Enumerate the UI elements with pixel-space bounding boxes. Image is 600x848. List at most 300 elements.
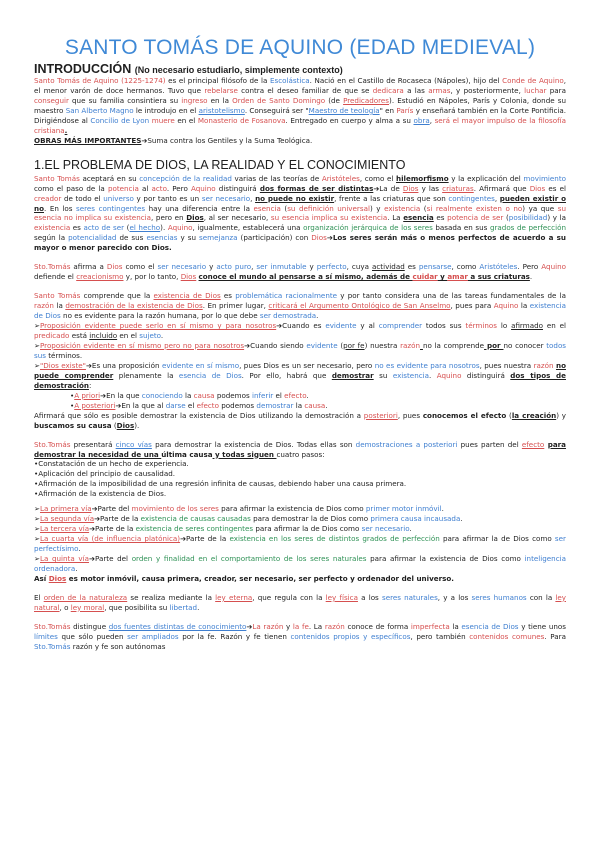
text-run: autónomas bbox=[125, 641, 166, 651]
text-run: demostrar bbox=[256, 400, 294, 410]
text-run: Sto.Tomás bbox=[34, 262, 71, 272]
text-run: según la bbox=[34, 233, 69, 243]
text-run: y al bbox=[356, 321, 379, 331]
text-run: existencia de seres contingentes bbox=[135, 524, 254, 534]
text-run: Sto.Tomás bbox=[34, 621, 71, 631]
text-run: . Pero bbox=[517, 262, 542, 272]
text-run: ➢ bbox=[34, 360, 40, 370]
text-run: dedicara bbox=[372, 85, 404, 95]
text-run: . bbox=[64, 125, 68, 135]
paragraph-dios-acto-puro bbox=[34, 262, 566, 282]
text-run: por bbox=[484, 340, 504, 350]
text-run: presentará bbox=[70, 439, 116, 449]
paragraph-demostracion bbox=[34, 291, 566, 321]
intro-heading-text: INTRODUCCIÓN bbox=[34, 62, 132, 76]
text-run: Orden de Santo Domingo bbox=[232, 95, 326, 105]
text-run: afirmado bbox=[511, 321, 543, 331]
text-run: semejanza bbox=[199, 233, 238, 243]
text-run: ➔ bbox=[326, 233, 333, 243]
sub-bullet-a-priori bbox=[34, 391, 566, 401]
text-run: . bbox=[75, 563, 78, 573]
text-run: distinguirá bbox=[461, 370, 511, 380]
bullet-dios-existe bbox=[34, 361, 566, 391]
text-run: existencia bbox=[392, 370, 430, 380]
text-run: imperfecta bbox=[410, 621, 450, 631]
text-run: Los seres serán más o menos perfectos de acuerdo a su mayor o menor parecido con Dios. bbox=[34, 233, 566, 253]
text-run: , pues bbox=[397, 410, 423, 420]
text-run: Dios bbox=[529, 183, 546, 193]
bullet-proposicion-1 bbox=[34, 321, 566, 341]
text-run: razón bbox=[324, 621, 345, 631]
text-run: amar bbox=[447, 272, 468, 282]
text-run: ley natural bbox=[34, 592, 566, 612]
text-run: concepción de la realidad bbox=[139, 173, 232, 183]
text-run: La quinta vía bbox=[39, 554, 89, 564]
text-run: ). bbox=[160, 223, 168, 233]
text-run: ) nuestra bbox=[364, 340, 401, 350]
spacer bbox=[34, 253, 566, 262]
text-run: todos sus bbox=[422, 321, 466, 331]
text-run: "Dios existe" bbox=[39, 360, 86, 370]
text-run: hilemorfismo bbox=[396, 173, 449, 183]
text-run: la bbox=[53, 301, 66, 311]
text-run: Conde de Aquino bbox=[502, 76, 564, 85]
text-run: , que posibilita su bbox=[104, 602, 170, 612]
paragraph-realidad bbox=[34, 174, 566, 254]
sub-bullet-a-posteriori bbox=[34, 401, 566, 411]
text-run: ➢ bbox=[34, 321, 40, 331]
spacer bbox=[34, 613, 566, 622]
text-run: orden y finalidad en el comportamiento de los seres naturales bbox=[131, 554, 367, 564]
text-run: ley eterna bbox=[215, 592, 253, 602]
text-run: será el mayor impulso de la filosofía cristiana bbox=[34, 115, 567, 135]
text-run: , bbox=[429, 115, 435, 125]
text-run: para afirmar la de Dios como bbox=[253, 524, 362, 534]
section-heading: 1.EL PROBLEMA DE DIOS, LA REALIDAD Y EL CONOCIMIENTO bbox=[34, 157, 406, 172]
text-run: ➢ bbox=[34, 504, 40, 514]
text-run: y su bbox=[177, 233, 200, 243]
text-run: sujeto bbox=[139, 331, 161, 341]
text-run: , y a los bbox=[437, 592, 472, 602]
text-run: dos formas de ser distintas bbox=[259, 183, 374, 193]
text-run: a las bbox=[403, 85, 429, 95]
text-run: demostraciones a posteriori bbox=[355, 439, 458, 449]
text-run: el bbox=[273, 390, 285, 400]
text-run: causa bbox=[304, 400, 326, 410]
text-run: , pues nuestra bbox=[479, 360, 534, 370]
spacer bbox=[34, 282, 566, 291]
text-run: actividad bbox=[372, 262, 405, 272]
text-run: , y posteriormente, bbox=[450, 85, 525, 95]
text-run: Santo Tomás de Aquino (1225-1274) bbox=[34, 76, 166, 85]
text-run: incluido bbox=[89, 331, 118, 341]
text-run: aceptará en su bbox=[79, 173, 140, 183]
text-run: la creación bbox=[511, 410, 557, 420]
text-run: inteligencia ordenadora bbox=[34, 554, 566, 573]
text-run: posibilidad bbox=[508, 213, 548, 223]
text-run: ➔En la que bbox=[100, 390, 142, 400]
text-run: San Alberto Magno bbox=[65, 105, 134, 115]
text-run: , como bbox=[451, 262, 480, 272]
text-run: Aristóteles bbox=[479, 262, 518, 272]
text-run: términos bbox=[48, 350, 80, 360]
text-run: buscamos su causa bbox=[34, 420, 112, 430]
text-run: ( bbox=[124, 223, 130, 233]
text-run: por fe bbox=[343, 340, 365, 350]
text-run: luchar bbox=[524, 85, 547, 95]
text-run: . Nació en el Castillo de Rocaseca (Nápoles), hijo del bbox=[309, 76, 503, 85]
text-run: ➔Cuando es bbox=[276, 321, 326, 331]
text-run: , bbox=[494, 193, 500, 203]
text-run: El bbox=[34, 592, 44, 602]
text-run: perfecto bbox=[316, 262, 347, 272]
text-run: existencia de Dios bbox=[34, 301, 566, 321]
text-run: le introdujo en el bbox=[133, 105, 199, 115]
text-run: no puede no existir bbox=[255, 193, 335, 203]
text-run: que su familia consintiera su bbox=[68, 95, 182, 105]
text-run: ley moral bbox=[70, 602, 105, 612]
text-run: ➔Cuando siendo bbox=[244, 340, 307, 350]
text-run: evidente bbox=[325, 321, 357, 331]
text-run: Dios bbox=[180, 272, 197, 282]
text-run: como el bbox=[122, 262, 158, 272]
text-run: ( bbox=[420, 203, 427, 213]
text-run: de sus bbox=[116, 233, 147, 243]
text-run: y bbox=[437, 272, 448, 282]
text-run: es bbox=[404, 262, 419, 272]
text-run: existencia bbox=[34, 223, 71, 233]
text-run: seres humanos bbox=[471, 592, 527, 602]
text-run: (participación) con bbox=[237, 233, 312, 243]
text-run: se realiza mediante la bbox=[127, 592, 216, 602]
text-run: por la fe. Razón y fe tienen bbox=[178, 631, 291, 641]
text-run: La primera vía bbox=[39, 504, 92, 514]
text-run: , al ser necesario, bbox=[203, 213, 271, 223]
text-run: movimiento bbox=[523, 173, 566, 183]
page-title: SANTO TOMÁS DE AQUINO (EDAD MEDIEVAL) bbox=[64, 36, 536, 59]
text-run: predicado bbox=[34, 331, 70, 341]
text-run: su definición universal bbox=[287, 203, 370, 213]
text-run: Sto.Tomás bbox=[34, 439, 71, 449]
text-run: . En primer lugar, bbox=[202, 301, 269, 311]
text-run: la fe bbox=[292, 621, 309, 631]
text-run: (de bbox=[325, 95, 344, 105]
text-run: es motor inmóvil, causa primera, creador, ser necesario, ser perfecto y ordenador del universo. bbox=[66, 573, 454, 583]
text-run: ➔En la que al bbox=[115, 400, 166, 410]
text-run: para afirmar la de Dios como bbox=[439, 534, 555, 544]
text-run: ➔Parte del bbox=[91, 504, 132, 514]
text-run: existencia de Dios bbox=[153, 291, 221, 301]
text-run: Aquino bbox=[436, 370, 462, 380]
text-run: Dios bbox=[186, 213, 204, 223]
text-run: inferir bbox=[251, 390, 274, 400]
text-run: . bbox=[306, 390, 309, 400]
text-run: existencia de causas causadas bbox=[140, 514, 251, 524]
text-run: y la explicación del bbox=[448, 173, 524, 183]
text-run: y, por lo tanto, bbox=[123, 272, 181, 282]
text-run: razón bbox=[400, 340, 421, 350]
text-run: esencias bbox=[146, 233, 178, 243]
text-run: aristotelismo bbox=[198, 105, 245, 115]
text-run: distingue bbox=[70, 621, 109, 631]
text-run: para demostrar la necesidad de una bbox=[34, 439, 566, 459]
text-run: como el paso de la bbox=[34, 183, 108, 193]
text-run: para demostrar la existencia de Dios. Todas ellas son bbox=[151, 439, 356, 449]
text-run: . bbox=[316, 311, 319, 321]
text-run: Así bbox=[34, 573, 49, 583]
text-run: es bbox=[433, 213, 448, 223]
text-run: es el bbox=[545, 183, 567, 193]
text-run: y bbox=[283, 621, 293, 631]
text-run: , bbox=[251, 262, 257, 272]
text-run: cuidar bbox=[412, 272, 438, 282]
paragraph-cinco-vias bbox=[34, 440, 566, 460]
text-run: " en bbox=[379, 105, 397, 115]
bullet-proposicion-2 bbox=[34, 341, 566, 361]
text-run: comprende que la bbox=[80, 291, 154, 301]
text-run: , pues Dios es un ser necesario, pero bbox=[239, 360, 375, 370]
text-run: orden de la naturaleza bbox=[43, 592, 128, 602]
text-run: acto bbox=[151, 183, 167, 193]
text-run: demostrar bbox=[331, 370, 374, 380]
text-run: La segunda vía bbox=[39, 514, 95, 524]
text-run: Aquino bbox=[190, 183, 216, 193]
text-run: . bbox=[529, 272, 533, 282]
text-run: la bbox=[518, 301, 530, 311]
text-run: . Conseguirá ser " bbox=[244, 105, 309, 115]
text-run: Aquino bbox=[541, 262, 566, 272]
text-run: A priori bbox=[74, 390, 101, 400]
text-run: . La bbox=[308, 621, 325, 631]
text-run: contra el deseo familiar de que se bbox=[237, 85, 373, 95]
text-run: . bbox=[78, 544, 81, 554]
text-run: , que regula con la bbox=[252, 592, 326, 602]
text-run: razón bbox=[34, 301, 54, 311]
text-run: potencia bbox=[107, 183, 139, 193]
text-run: distinguirá bbox=[215, 183, 260, 193]
text-run: razón y fe son bbox=[70, 641, 126, 651]
text-run: conoce de forma bbox=[344, 621, 411, 631]
text-run: plenamente la bbox=[113, 370, 179, 380]
text-run: . Para bbox=[544, 631, 566, 641]
text-run: límites bbox=[34, 631, 58, 641]
text-run: existencia en los seres de distintos grados de perfección bbox=[229, 534, 440, 544]
text-run: Dios bbox=[402, 183, 419, 193]
text-run: , igualmente, establecerá una bbox=[192, 223, 304, 233]
text-run: pueden existir o no bbox=[34, 193, 566, 213]
text-run: es el principal filósofo de la bbox=[165, 76, 270, 85]
text-run: última causa bbox=[161, 449, 213, 459]
text-run: pues parten del bbox=[457, 439, 522, 449]
text-run: su esencia implica su existencia bbox=[270, 213, 388, 223]
text-run: organización jerárquica de los seres bbox=[303, 223, 433, 233]
step-4: •Afirmación de la existencia de Dios. bbox=[34, 489, 167, 499]
text-run: ser ampliados bbox=[127, 631, 179, 641]
text-run: ➔Suma contra los Gentiles y la Suma Teológica. bbox=[141, 135, 313, 145]
text-run: Monasterio de Fosanova bbox=[197, 115, 286, 125]
text-run: ➔Parte de la bbox=[94, 514, 141, 524]
text-run: primer motor inmóvil bbox=[365, 504, 442, 514]
via-5 bbox=[34, 554, 566, 574]
intro-paragraph bbox=[34, 76, 566, 136]
via-3 bbox=[34, 524, 566, 534]
text-run: y por tanto considera una de las tareas fundamentales de la bbox=[337, 291, 567, 301]
text-run: afirma a bbox=[70, 262, 107, 272]
text-run: criticará el Argumento Ontológico de San Anselmo bbox=[268, 301, 451, 311]
text-run: conseguir bbox=[34, 95, 69, 105]
text-run: Dios bbox=[106, 262, 123, 272]
text-run: ➢ bbox=[34, 514, 40, 524]
text-run: dos fuentes distintas de conocimiento bbox=[108, 621, 247, 631]
text-run: potencia de ser bbox=[447, 213, 504, 223]
step-3: •Afirmación de la imposibilidad de una regresión infinita de causas, debiendo haber una causa primera. bbox=[34, 479, 407, 489]
text-run: : bbox=[322, 449, 325, 459]
text-run: ( bbox=[503, 213, 509, 223]
text-run: es bbox=[70, 223, 84, 233]
text-run: . bbox=[79, 350, 83, 360]
via-4 bbox=[34, 534, 566, 554]
text-run: ser demostrada bbox=[259, 311, 317, 321]
text-run: Proposición evidente en sí mismo pero no para nosotros bbox=[39, 340, 245, 350]
text-run: existencia bbox=[384, 203, 421, 213]
text-run: Santo Tomás bbox=[34, 291, 81, 301]
text-run: Aristóteles bbox=[321, 173, 360, 183]
text-run: acto puro bbox=[216, 262, 252, 272]
text-run: la bbox=[182, 390, 194, 400]
text-run: Aquino bbox=[493, 301, 519, 311]
text-run: está bbox=[69, 331, 90, 341]
step-1: •Constatación de un hecho de experiencia. bbox=[34, 459, 189, 469]
text-run: con la bbox=[526, 592, 556, 602]
text-run: para afirmar la existencia de Dios como bbox=[218, 504, 366, 514]
text-run: esencia de Dios bbox=[178, 370, 242, 380]
text-run: demostración de la existencia de Dios bbox=[65, 301, 203, 311]
conclusion bbox=[34, 574, 566, 584]
text-run: obra bbox=[413, 115, 430, 125]
text-run: rebelarse bbox=[204, 85, 238, 95]
text-run: ➔Parte de la bbox=[89, 524, 136, 534]
text-run: . bbox=[160, 331, 164, 341]
text-run: en el bbox=[174, 115, 198, 125]
text-run: criaturas bbox=[442, 183, 474, 193]
text-run: Santo Tomás bbox=[34, 173, 80, 183]
text-run: para afirmar la existencia de Dios como bbox=[366, 554, 525, 564]
text-run: podemos bbox=[214, 390, 252, 400]
text-run: movimiento de los seres bbox=[131, 504, 219, 514]
text-run: comprender bbox=[378, 321, 423, 331]
text-run: y bbox=[206, 262, 217, 272]
intro-works bbox=[34, 136, 566, 146]
text-run: todos sus bbox=[34, 340, 567, 360]
text-run: a sus criaturas bbox=[467, 272, 530, 282]
text-run: el bbox=[185, 400, 197, 410]
paragraph-razon-fe bbox=[34, 622, 566, 652]
text-run: armas bbox=[428, 85, 451, 95]
text-run: contenidos comunes bbox=[469, 631, 545, 641]
text-run: • bbox=[70, 390, 75, 400]
step-2: •Aplicación del principio de causalidad. bbox=[34, 469, 175, 479]
text-run: ) y bbox=[556, 410, 566, 420]
text-run: si realmente existen o no bbox=[426, 203, 523, 213]
text-run: y enseñará también en la Corte Pontificia. Dirigiéndose al bbox=[34, 105, 567, 125]
text-run: Dios bbox=[311, 233, 327, 243]
text-run: ➔Parte de la bbox=[180, 534, 230, 544]
text-run: no puede comprender bbox=[34, 360, 566, 380]
text-run: • bbox=[70, 400, 75, 410]
intro-heading bbox=[34, 62, 566, 76]
text-run: contenidos propios y específicos bbox=[290, 631, 411, 641]
text-run: Predicadores bbox=[343, 95, 390, 105]
text-run: muere bbox=[151, 115, 175, 125]
text-run: creador bbox=[34, 193, 62, 203]
text-run: pensarse bbox=[418, 262, 452, 272]
text-run: , bbox=[250, 193, 256, 203]
text-run: ➔La de bbox=[373, 183, 403, 193]
text-run: La cuarta vía (de influencia platónica) bbox=[39, 534, 181, 544]
text-run: . Pero bbox=[166, 183, 191, 193]
text-run: . Entregado en cuerpo y alma a su bbox=[285, 115, 414, 125]
text-run: potencialidad bbox=[68, 233, 117, 243]
text-run: ingreso bbox=[181, 95, 208, 105]
text-run: no es evidente para la razón humana, por lo que debe bbox=[60, 311, 260, 321]
text-run: y tiene unos bbox=[518, 621, 566, 631]
text-run: dos tipos de demostración bbox=[34, 370, 566, 390]
text-run: ➢ bbox=[34, 524, 40, 534]
text-run: libertad bbox=[169, 602, 198, 612]
text-run: ➢ bbox=[34, 340, 40, 350]
text-run: ser perfectísimo bbox=[34, 534, 566, 554]
text-run: y bbox=[306, 262, 317, 272]
text-run: , o bbox=[59, 602, 71, 612]
text-run: , pero también bbox=[410, 631, 470, 641]
text-run: . La bbox=[387, 213, 404, 223]
text-run: ( bbox=[506, 410, 512, 420]
text-run: OBRAS MÁS IMPORTANTES bbox=[34, 135, 142, 145]
text-run: acto de ser bbox=[83, 223, 125, 233]
text-run: causa bbox=[193, 390, 215, 400]
text-run: ➢ bbox=[34, 554, 40, 564]
text-run: y las bbox=[418, 183, 443, 193]
text-run: , pero en bbox=[151, 213, 187, 223]
text-run: universo bbox=[103, 193, 134, 203]
paragraph-leyes bbox=[34, 593, 566, 613]
text-run: A posteriori bbox=[74, 400, 116, 410]
text-run: Aquino bbox=[167, 223, 193, 233]
text-run: La tercera vía bbox=[39, 524, 90, 534]
text-run: ser inmutable bbox=[256, 262, 307, 272]
spacer bbox=[34, 431, 566, 440]
spacer bbox=[34, 584, 566, 593]
via-2 bbox=[34, 514, 566, 524]
text-run: . bbox=[429, 370, 437, 380]
text-run: ) ya que bbox=[522, 203, 558, 213]
text-run: , el menor varón de doce hermanos. Tuvo que bbox=[34, 76, 566, 95]
text-run: es bbox=[220, 291, 236, 301]
text-run: lo bbox=[496, 321, 512, 331]
text-run: su bbox=[373, 370, 393, 380]
via-1 bbox=[34, 504, 566, 514]
text-run: ser necesario bbox=[361, 524, 410, 534]
text-run: su esencia no implica su existencia bbox=[34, 203, 566, 223]
text-run: esencia bbox=[403, 213, 434, 223]
text-run: . bbox=[197, 602, 200, 612]
text-run: Escolástica bbox=[269, 76, 310, 85]
text-run: y por tanto es un bbox=[133, 193, 202, 203]
text-run: . bbox=[409, 524, 412, 534]
intro-note: (No necesario estudiarlo, simplemente contexto) bbox=[134, 65, 343, 75]
text-run: . Afirmará que bbox=[473, 183, 530, 193]
text-run: el hecho bbox=[129, 223, 161, 233]
